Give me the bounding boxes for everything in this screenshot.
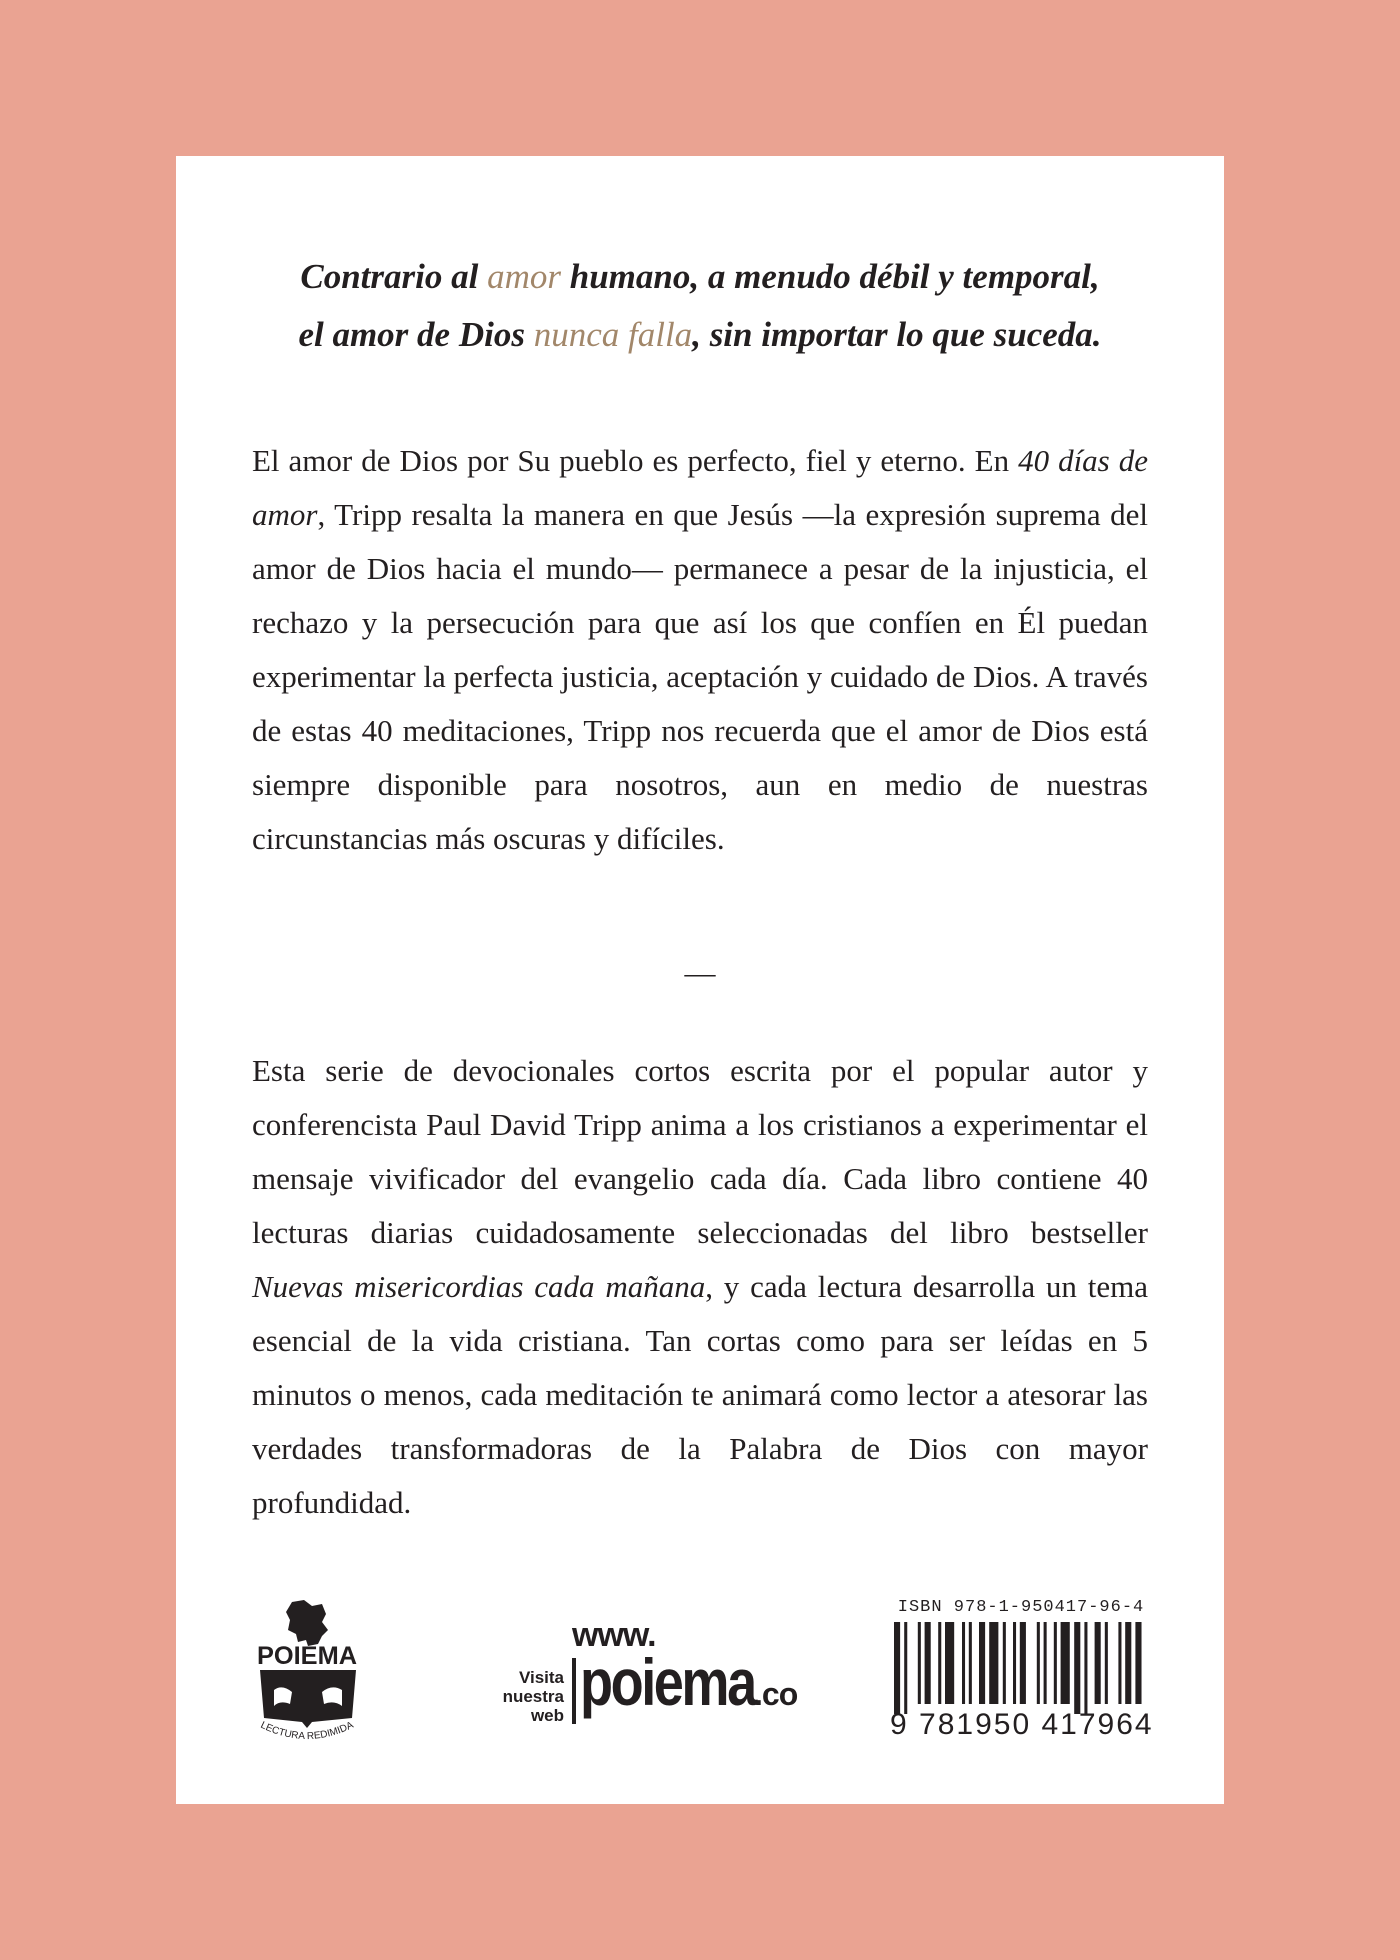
barcode-bars [890,1622,1152,1714]
barcode-bar [945,1622,954,1704]
barcode-bar [1020,1622,1026,1704]
para2-start: Esta serie de devocionales cortos escrita por el popular autor y conferencista Paul David Tripp anima a los cristianos a experimentar el mensaje vivificador del evangelio cada día. Cada libro contiene 40 lecturas diarias cuidadosamente seleccionadas del libro bestseller [252,1053,1148,1250]
barcode-bar [1084,1622,1087,1714]
website-logo [466,1614,796,1734]
web-logo-divider [572,1658,576,1724]
poiema-logo-tagline: LECTURA REDIMIDA [258,1719,356,1743]
isbn-number: ISBN 978-1-950417-96-4 [897,1598,1145,1617]
tagline-line1-start: Contrario al [300,257,488,296]
barcode-bar [1118,1622,1121,1704]
our-web-label: nuestra web [502,1687,564,1725]
barcode-bar [1013,1622,1016,1704]
barcode-bar [938,1622,941,1704]
barcode-bar [925,1622,931,1704]
back-cover-panel [176,156,1224,1804]
tagline [176,248,1224,364]
web-domain-tld: .co [754,1676,798,1712]
poiema-logo-wordmark: POIEMA [257,1642,357,1670]
tagline-line2-end: , sin importar lo que suceda. [692,315,1102,354]
barcode-bar [1135,1622,1141,1704]
barcode-bar [1095,1622,1101,1704]
para2-end: , y cada lectura desarrolla un tema esencial de la vida cristiana. Tan cortas como para ser leídas en 5 minutos o menos, cada meditación te animará como lector a atesorar las verdades transformadoras de la Palabra de Dios con mayor profundidad. [252,1269,1148,1520]
barcode-bar [918,1622,921,1704]
tagline-line2-start: el amor de Dios [298,315,534,354]
barcode-bar [962,1622,965,1704]
poiema-publisher-logo [252,1600,362,1750]
book-title-italic: 40 días de amor [252,443,1148,532]
isbn-barcode [890,1598,1152,1748]
description-paragraph-1 [252,434,1148,866]
barcode-bar [979,1622,985,1704]
barcode-bar [1003,1622,1006,1704]
ean-number: 9 781950 417964 [890,1708,1154,1741]
barcode-bar [904,1622,907,1714]
tagline-line1-end: humano, a menudo débil y temporal, [560,257,1100,296]
reader-silhouette-icon [286,1600,328,1646]
barcode-bar [1054,1622,1057,1704]
description-paragraph-2 [252,1044,1148,1530]
section-separator: — [684,955,716,990]
barcode-bar [1105,1622,1108,1704]
tagline-highlight-amor: amor [487,257,561,296]
referenced-book-title-italic: Nuevas misericordias cada mañana [252,1269,706,1304]
barcode-bar [969,1622,972,1704]
para1-start: El amor de Dios por Su pueblo es perfecto, fiel y eterno. En [252,443,1019,478]
barcode-bar [1061,1622,1070,1704]
barcode-bar [1037,1622,1040,1704]
visit-website-label [466,1668,564,1725]
barcode-bar [1125,1622,1131,1704]
visit-label: Visita [518,1668,564,1687]
barcode-bar [989,1622,998,1704]
barcode-bar [894,1622,900,1714]
web-www-text: www. [572,1616,656,1654]
web-domain-name: poiema [580,1645,755,1719]
tagline-highlight-nunca-falla: nunca falla [533,315,693,354]
para1-end: , Tripp resalta la manera en que Jesús —la expresión suprema del amor de Dios hacia el mundo— permanece a pesar de la injusticia, el rechazo y la persecución para que así los que confíen en Él puedan experimentar la perfecta justicia, aceptación y cuidado de Dios. A través de estas 40 meditaciones, Tripp nos recuerda que el amor de Dios está siempre disponible para nosotros, aun en medio de nuestras circunstancias más oscuras y difíciles. [252,497,1148,856]
barcode-bar [1074,1622,1080,1714]
barcode-bar [1044,1622,1047,1704]
